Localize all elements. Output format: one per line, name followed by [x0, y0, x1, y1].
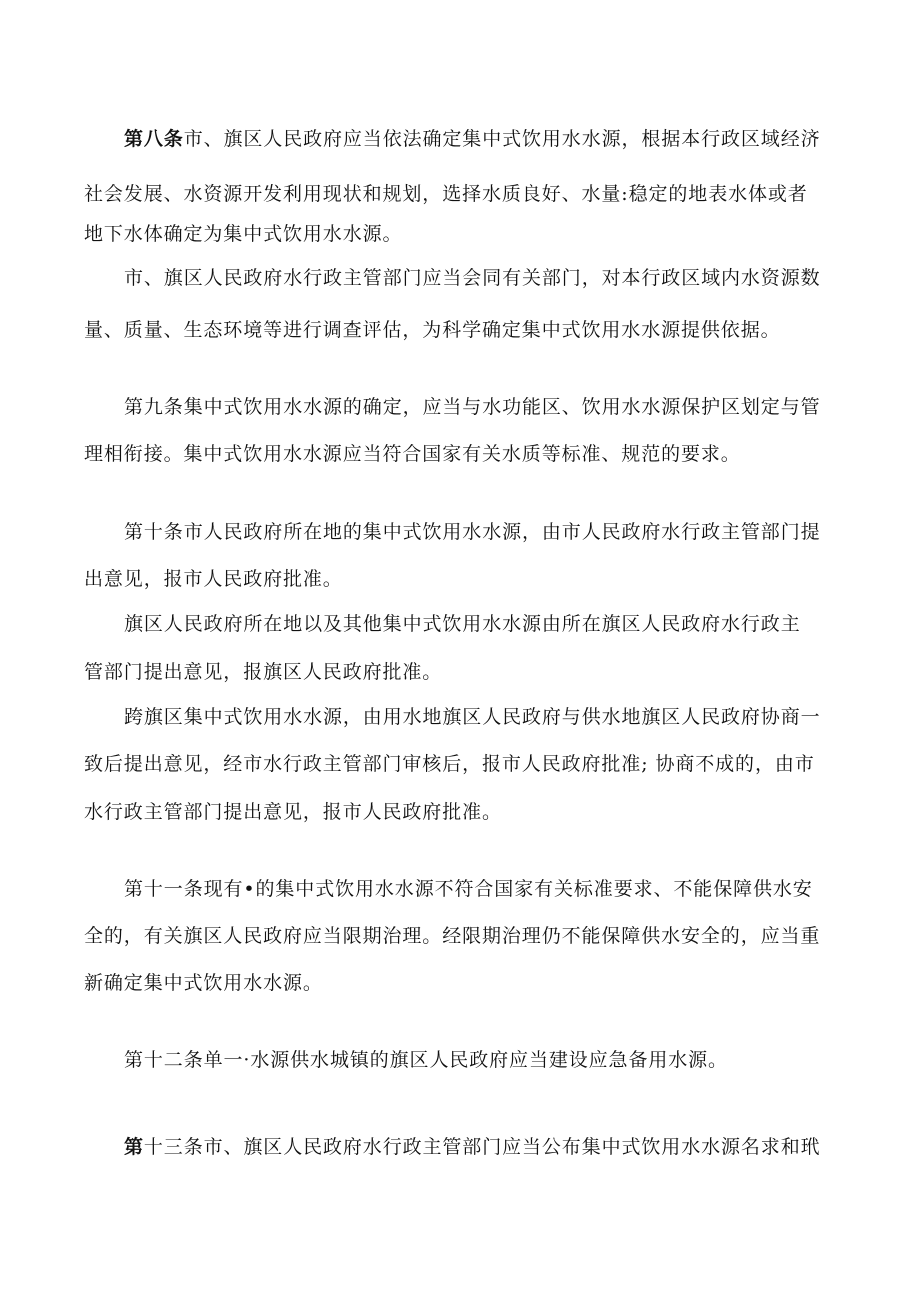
article-8-heading: 第八条: [124, 128, 184, 150]
article-11-line-3: 新确定集中式饮用水水源。: [84, 972, 323, 994]
article-8-line-2: 社会发展、水资源开发利用现状和规划，选择水质良好、水量:稳定的地表水体或者: [84, 183, 808, 205]
article-12-line-1: 第十二条单一·水源供水城镇的旗区人民政府应当建设应急备用水源。: [124, 1049, 728, 1071]
article-13-text: 十三条市、旗区人民政府水行政主管部门应当公布集中式饮用水水源名求和玳: [143, 1136, 821, 1158]
article-10-line-2: 出意见，报市人民政府批准。: [84, 568, 343, 590]
article-10-para-3-line-1: 跨旗区集中式饮用水水源，由用水地旗区人民政府与供水地旗区人民政府协商一: [124, 706, 821, 728]
article-8-para-2-line-1: 市、旗区人民政府水行政主管部门应当会同有关部门，对本行政区域内水资源数: [124, 267, 821, 289]
article-10-line-1: 第十条市人民政府所在地的集中式饮用水水源，由市人民政府水行政主管部门提: [124, 521, 821, 543]
article-10-para-3-line-2: 致后提出意见，经市水行政主管部门审核后，报市人民政府批准; 协商不成的，由市: [84, 753, 815, 775]
article-11-line-2: 全的，有关旗区人民政府应当限期治理。经限期治理仍不能保障供水安全的，应当重: [84, 925, 821, 947]
article-11-line-1: 第十一条现有•的集中式饮用水水源不符合国家有关标准要求、不能保障供水安: [124, 878, 813, 900]
article-13-line-1: [124, 1135, 821, 1159]
article-10-para-2-line-1: 旗区人民政府所在地以及其他集中式饮用水水源由所在旗区人民政府水行政主: [124, 613, 801, 635]
article-9-line-2: 理相衔接。集中式饮用水水源应当符合国家有关水质等标准、规范的要求。: [84, 443, 741, 465]
article-10-para-3-line-3: 水行政主管部门提出意见，报市人民政府批准。: [84, 801, 502, 823]
article-8-line-3: 地下水体确定为集中式饮用水水源。: [84, 223, 403, 245]
article-8-text: 市、旗区人民政府应当依法确定集中式饮用水水源，根据本行政区域经济: [183, 128, 821, 150]
article-13-heading: 第: [124, 1136, 144, 1158]
article-8-line-1: [124, 127, 821, 151]
article-9-line-1: 第九条集中式饮用水水源的确定，应当与水功能区、饮用水水源保护区划定与管: [124, 396, 821, 418]
article-10-para-2-line-2: 管部门提出意见，报旗区人民政府批准。: [84, 661, 443, 683]
article-8-para-2-line-2: 量、质量、生态环境等进行调查评估，为科学确定集中式饮用水水源提供依据。: [84, 319, 781, 341]
